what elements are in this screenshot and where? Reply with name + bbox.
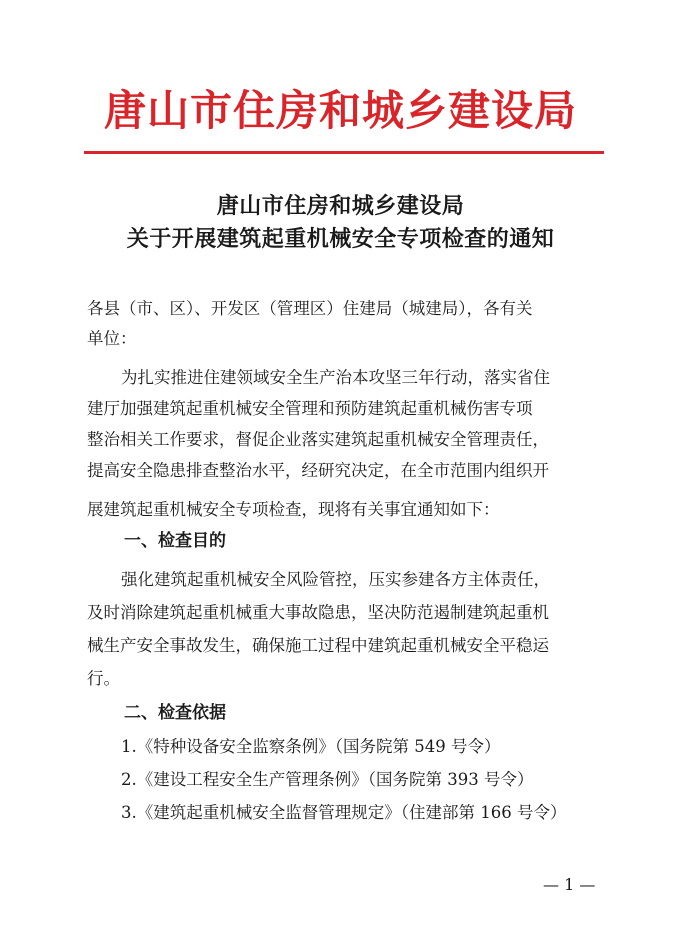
intro-line-1: 为扎实推进住建领域安全生产治本攻坚三年行动，落实省住 [121,368,550,387]
section-1-heading: 一、检查目的 [124,531,226,551]
intro-line-4: 提高安全隐患排查整治水平，经研究决定，在全市范围内组织开 [87,461,549,480]
section-1-line-2: 及时消除建筑起重机械重大事故隐患，坚决防范遏制建筑起重机 [87,603,549,622]
section-2-heading: 二、检查依据 [124,703,226,723]
basis-item-2: 2.《建设工程安全生产管理条例》（国务院第 393 号令） [121,770,534,789]
section-1-line-1: 强化建筑起重机械安全风险管控，压实参建各方主体责任， [121,570,550,589]
section-1-line-3: 械生产安全事故发生，确保施工过程中建筑起重机械安全平稳运 [87,636,549,655]
masthead-red-rule [84,151,604,154]
recipients-line-2: 单位： [87,329,137,348]
page-number: — 1 — [543,875,596,894]
document-title-line-1: 唐山市住房和城乡建设局 [216,194,465,219]
intro-line-5: 展建筑起重机械安全专项检查，现将有关事宜通知如下： [87,500,500,519]
document-title-line-2: 关于开展建筑起重机械安全专项检查的通知 [126,227,555,252]
section-1-line-4: 行。 [87,669,120,688]
basis-item-3: 3.《建筑起重机械安全监督管理规定》（住建部第 166 号令） [121,803,567,822]
intro-line-2: 建厅加强建筑起重机械安全管理和预防建筑起重机械伤害专项 [87,399,533,418]
basis-item-1: 1.《特种设备安全监察条例》（国务院第 549 号令） [121,737,501,756]
intro-line-3: 整治相关工作要求，督促企业落实建筑起重机械安全管理责任， [87,430,549,449]
masthead-title: 唐山市住房和城乡建设局 [103,86,577,135]
recipients-line-1: 各县（市、区）、开发区（管理区）住建局（城建局），各有关 [87,299,533,318]
